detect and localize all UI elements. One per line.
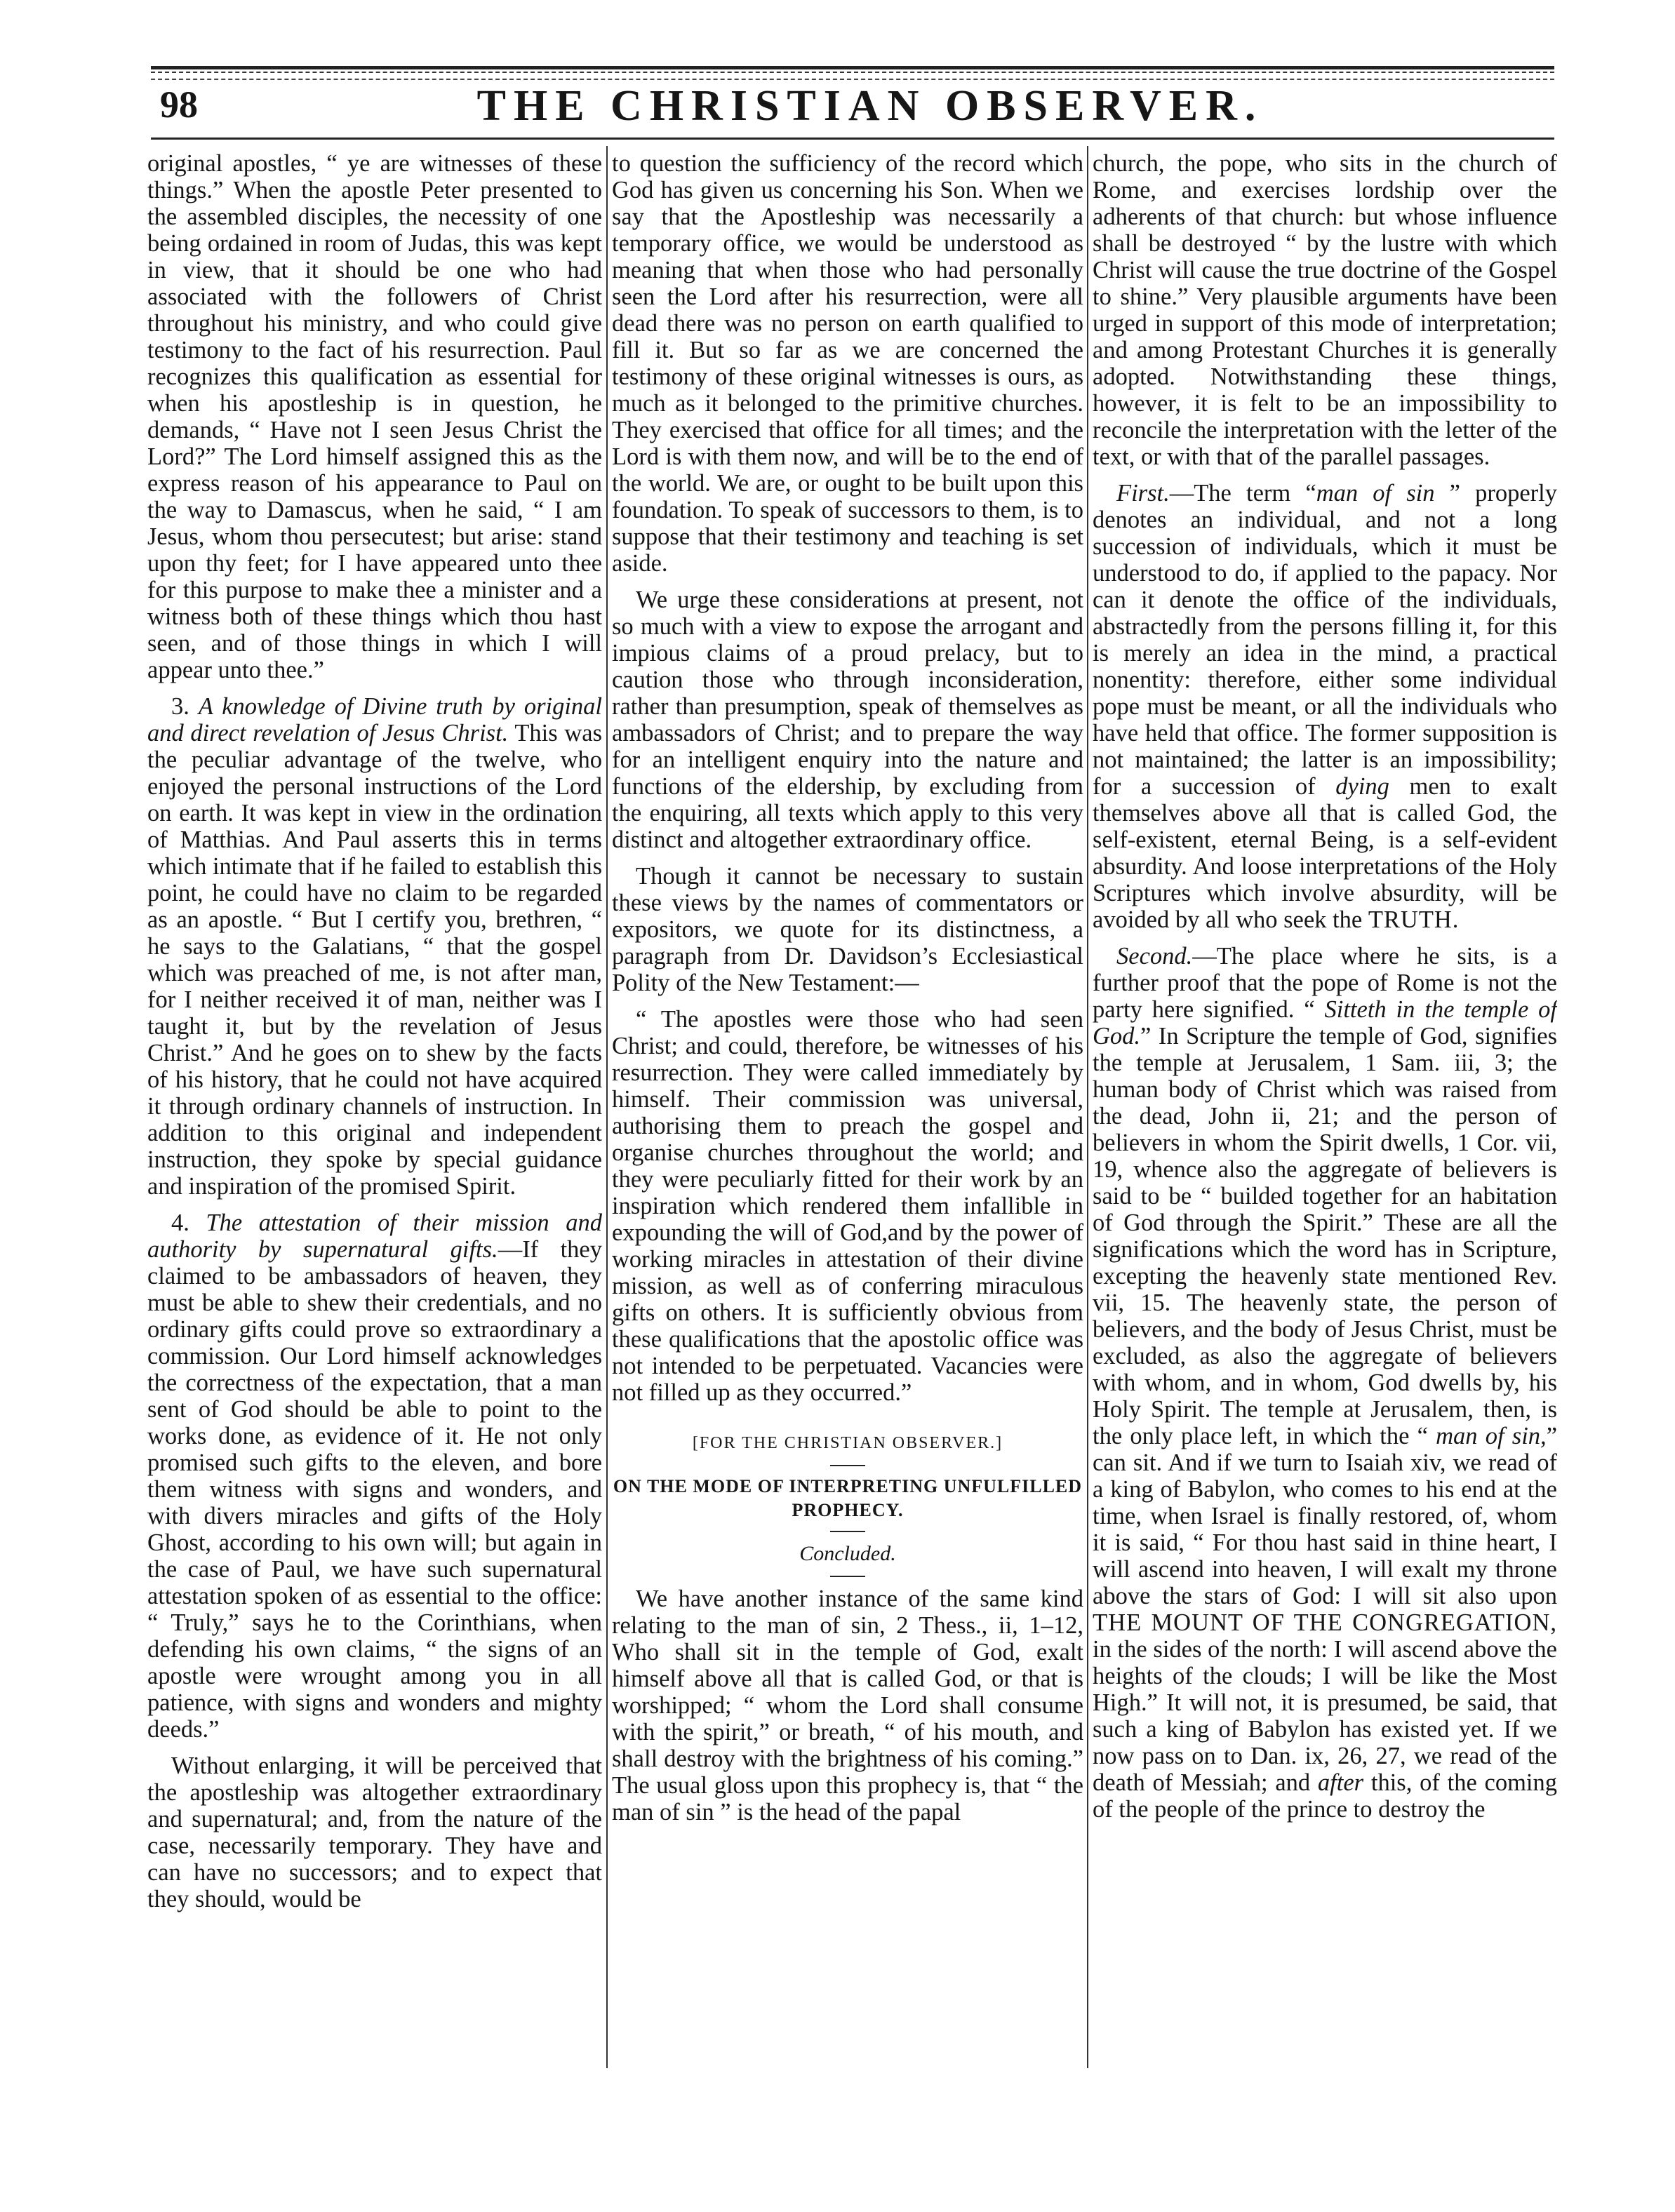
section-lead: First. xyxy=(1116,480,1170,507)
article-title: ON THE MODE OF INTERPRETING UNFULFILLED PROPHECY. xyxy=(613,1476,1083,1520)
text-run: in the sides of the north: I will ascend above the heights of the clouds; I will be like the Most High.” It will not, it is presumed, be said, that such a king of Babylon has existed yet. If we now pass on to Dan. ix, 26, 27, we read of the death of Messiah; and xyxy=(1093,1636,1557,1796)
running-head: THE CHRISTIAN OBSERVER. xyxy=(476,82,1264,130)
paragraph xyxy=(1093,480,1557,933)
italic-term: Sitteth in the temple of God. xyxy=(1093,996,1557,1050)
italic-term: man of sin, xyxy=(1436,1423,1547,1449)
paragraph: church, the pope, who sits in the church of Rome, and exercises lordship over the adherents of that church: but whose influence shall be destroyed “ by the lustre with which Christ will cause the true doctrine of the Gospel to shine.” Very plausible arguments have been urged in support of this mode of interpretation; and among Protestant Churches it is generally adopted. Notwithstanding these things, however, it is felt to be an impossibility to reconcile the interpretation with the letter of the text, or with that of the parallel passages. xyxy=(1093,150,1557,470)
section-heading: A knowledge of Divine truth by original and direct revelation of Jesus Christ. xyxy=(147,693,602,746)
text-run: this, of the coming of the people of the prince to destroy the xyxy=(1093,1769,1557,1823)
separator-dash xyxy=(830,1465,865,1466)
column-3 xyxy=(1093,150,1557,2058)
concluded-label: Concluded. xyxy=(799,1542,896,1565)
separator-dash xyxy=(830,1576,865,1577)
paragraph: We have another instance of the same kind relating to the man of sin, 2 Thess., ii, 1–12, Who shall sit in the temple of God, exalt himself above all that is called God, or that is worshipped; “ whom the Lord shall consume with the spirit,” or breath, “ of his mouth, and shall destroy with the brightness of his coming.” The usual gloss upon this prophecy is, that “ the man of sin ” is the head of the papal xyxy=(612,1586,1083,1825)
paragraph: Though it cannot be necessary to sustain these views by the names of commentators or expositors, we quote for its distinctness, a paragraph from Dr. Davidson’s Ecclesiastical Polity of the New Testament:— xyxy=(612,863,1083,996)
page-number: 98 xyxy=(160,83,198,126)
top-rule xyxy=(151,66,1554,73)
paragraph xyxy=(147,693,602,1200)
small-caps-term: TRUTH. xyxy=(1368,906,1460,933)
italic-term: after xyxy=(1317,1769,1364,1796)
text-run: ” can sit. And if we turn to Isaiah xiv, we read of a king of Babylon, who comes to his end at the time, when Israel is finally restored, of, whom it is said, “ For thou hast said in thine heart, I will ascend into heaven, I will exalt my throne above the stars of God: I will sit also upon xyxy=(1093,1423,1557,1609)
small-caps-term: THE MOUNT OF THE CONGREGATION, xyxy=(1093,1609,1557,1636)
section-number: 3. xyxy=(171,693,189,720)
paragraph: We urge these considerations at present, not so much with a view to expose the arrogant and impious claims of a proud prelacy, but to caution those who through inconsideration, rather than presumption, speak of themselves as ambassadors of Christ; and to prepare the way for an intelligent enquiry into the nature and functions of the eldership, by excluding from the enquiring, all texts which apply to this very distinct and altogether extraordinary office. xyxy=(612,586,1083,853)
top-rule-dashed xyxy=(151,79,1554,80)
italic-term: man of sin xyxy=(1316,480,1435,507)
column-rule xyxy=(606,146,608,2068)
block-quote: “ The apostles were those who had seen Christ; and could, therefore, be witnesses of his resurrection. They were called immediately by himself. Their commission was universal, authorising them to preach the gospel and organise churches throughout the world; and they were peculiarly fitted for their work by an inspiration which rendered them infallible in expounding the will of God,and by the power of working miracles in attestation of their divine mission, as well as of conferring miraculous gifts on others. It is sufficiently obvious from these qualifications that the apostolic office was not intended to be perpetuated. Vacancies were not filled up as they occurred.” xyxy=(612,1006,1083,1406)
text-run: ” properly denotes an individual, and not a long succession of individuals, which it must be understood to do, if applied to the papacy. Nor can it denote the office of the individuals, abstractedly from the persons filling it, for this is merely an idea in the mind, a practical nonentity: therefore, either some individual pope must be meant, or all the individuals who have held that office. The former supposition is not maintained; the latter is an impossibility; for a succession of xyxy=(1093,480,1557,800)
header-rule xyxy=(151,138,1554,140)
text-run: —The term “ xyxy=(1169,480,1316,507)
italic-term: dying xyxy=(1335,773,1389,800)
paragraph: original apostles, “ ye are witnesses of these things.” When the apostle Peter presented to the assembled disciples, the necessity of one being ordained in room of Judas, this was kept in view, that it should be one who had associated with the followers of Christ throughout his ministry, and who could give testimony to the fact of his resurrection. Paul recognizes this qualification as essential for when his apostleship is in question, he demands, “ Have not I seen Jesus Christ the Lord?” The Lord himself assigned this as the express reason of his appearance to Paul on the way to Damascus, when he said, “ I am Jesus, whom thou persecutest; but arise: stand upon thy feet; for I have appeared unto thee for this purpose to make thee a minister and a witness both of these things which thou hast seen, and of those things in which I will appear unto thee.” xyxy=(147,150,602,683)
paragraph: Without enlarging, it will be perceived that the apostleship was altogether extraordinary and supernatural; and, from the nature of the case, necessarily temporary. They have and can have no successors; and to expect that they should, would be xyxy=(147,1752,602,1912)
text-run: —The place where he sits, is a further proof that the pope of Rome is not the party here signified. “ xyxy=(1093,943,1557,1023)
paragraph xyxy=(1093,943,1557,1823)
column-rule xyxy=(1087,146,1088,2068)
text-run: ” In Scripture the temple of God, signifies the temple at Jerusalem, 1 Sam. iii, 3; the human body of Christ which was raised from the dead, John ii, 21; and the person of believers in whom the Spirit dwells, 1 Cor. vii, 19, whence also the aggregate of believers is said to be “ builded together for an habitation of God through the Spirit.” These are all the significations which the word has in Scripture, excepting the heavenly state mentioned Rev. vii, 15. The heavenly state, the person of believers, and the body of Jesus Christ, must be excluded, as also the aggregate of believers with whom, and in whom, God dwells by, his Holy Spirit. The temple at Jerusalem, then, is the only place left, in which the “ xyxy=(1093,1023,1557,1449)
section-heading: The attestation of their mission and authority by supernatural gifts. xyxy=(147,1209,602,1263)
paragraph: to question the sufficiency of the record which God has given us concerning his Son. When we say that the Apostleship was necessarily a temporary office, we would be understood as meaning that when those who had personally seen the Lord after his resurrection, were all dead there was no person on earth qualified to fill it. But so far as we are concerned the testimony of these original witnesses is ours, as much as it belonged to the primitive churches. They exercised that office for all times; and the Lord is with them now, and will be to the end of the world. We are, or ought to be built upon this foundation. To speak of successors to them, is to suppose that their testimony and teaching is set aside. xyxy=(612,150,1083,577)
section-lead: Second. xyxy=(1116,943,1193,970)
separator-dash xyxy=(830,1531,865,1532)
paragraph-body: This was the peculiar advantage of the twelve, who enjoyed the personal instructions of the Lord on earth. It was kept in view in the ordination of Matthias. And Paul asserts this in terms which intimate that if he failed to establish this point, he could have no claim to be regarded as an apostle. “ But I certify you, brethren, “ he says to the Galatians, “ that the gospel which was preached of me, is not after man, for I neither received it of man, neither was I taught it, but by the revelation of Jesus Christ.” And he goes on to shew by the facts of his history, that he could not have acquired it through ordinary channels of instruction. In addition to this original and independent instruction, they spoke by special guidance and inspiration of the promised Spirit. xyxy=(147,720,602,1200)
paragraph xyxy=(147,1209,602,1743)
editorial-note: [FOR THE CHRISTIAN OBSERVER.] xyxy=(692,1434,1003,1452)
text-run: men to exalt themselves above all that is called God, the self-existent, eternal Being, is a self-evident absurdity. And loose interpretations of the Holy Scriptures which involve absurdity, will be avoided by all who seek the xyxy=(1093,773,1557,933)
column-1 xyxy=(147,150,602,2058)
paragraph-body: —If they claimed to be ambassadors of heaven, they must be able to shew their credentials, and no ordinary gifts could prove so extraordinary a commission. Our Lord himself acknowledges the correctness of the expectation, that a man sent of God should be able to point to the works done, as evidence of it. He not only promised such gifts to the eleven, and bore them witness with signs and wonders, and with divers miracles and gifts of the Holy Ghost, according to his own will; but again in the case of Paul, we have such supernatural attestation spoken of as essential to the office: “ Truly,” says he to the Corinthians, when defending his own claims, “ the signs of an apostle were wrought among you in all patience, with signs and wonders and mighty deeds.” xyxy=(147,1236,602,1743)
section-number: 4. xyxy=(171,1209,189,1236)
column-2 xyxy=(612,150,1083,2058)
